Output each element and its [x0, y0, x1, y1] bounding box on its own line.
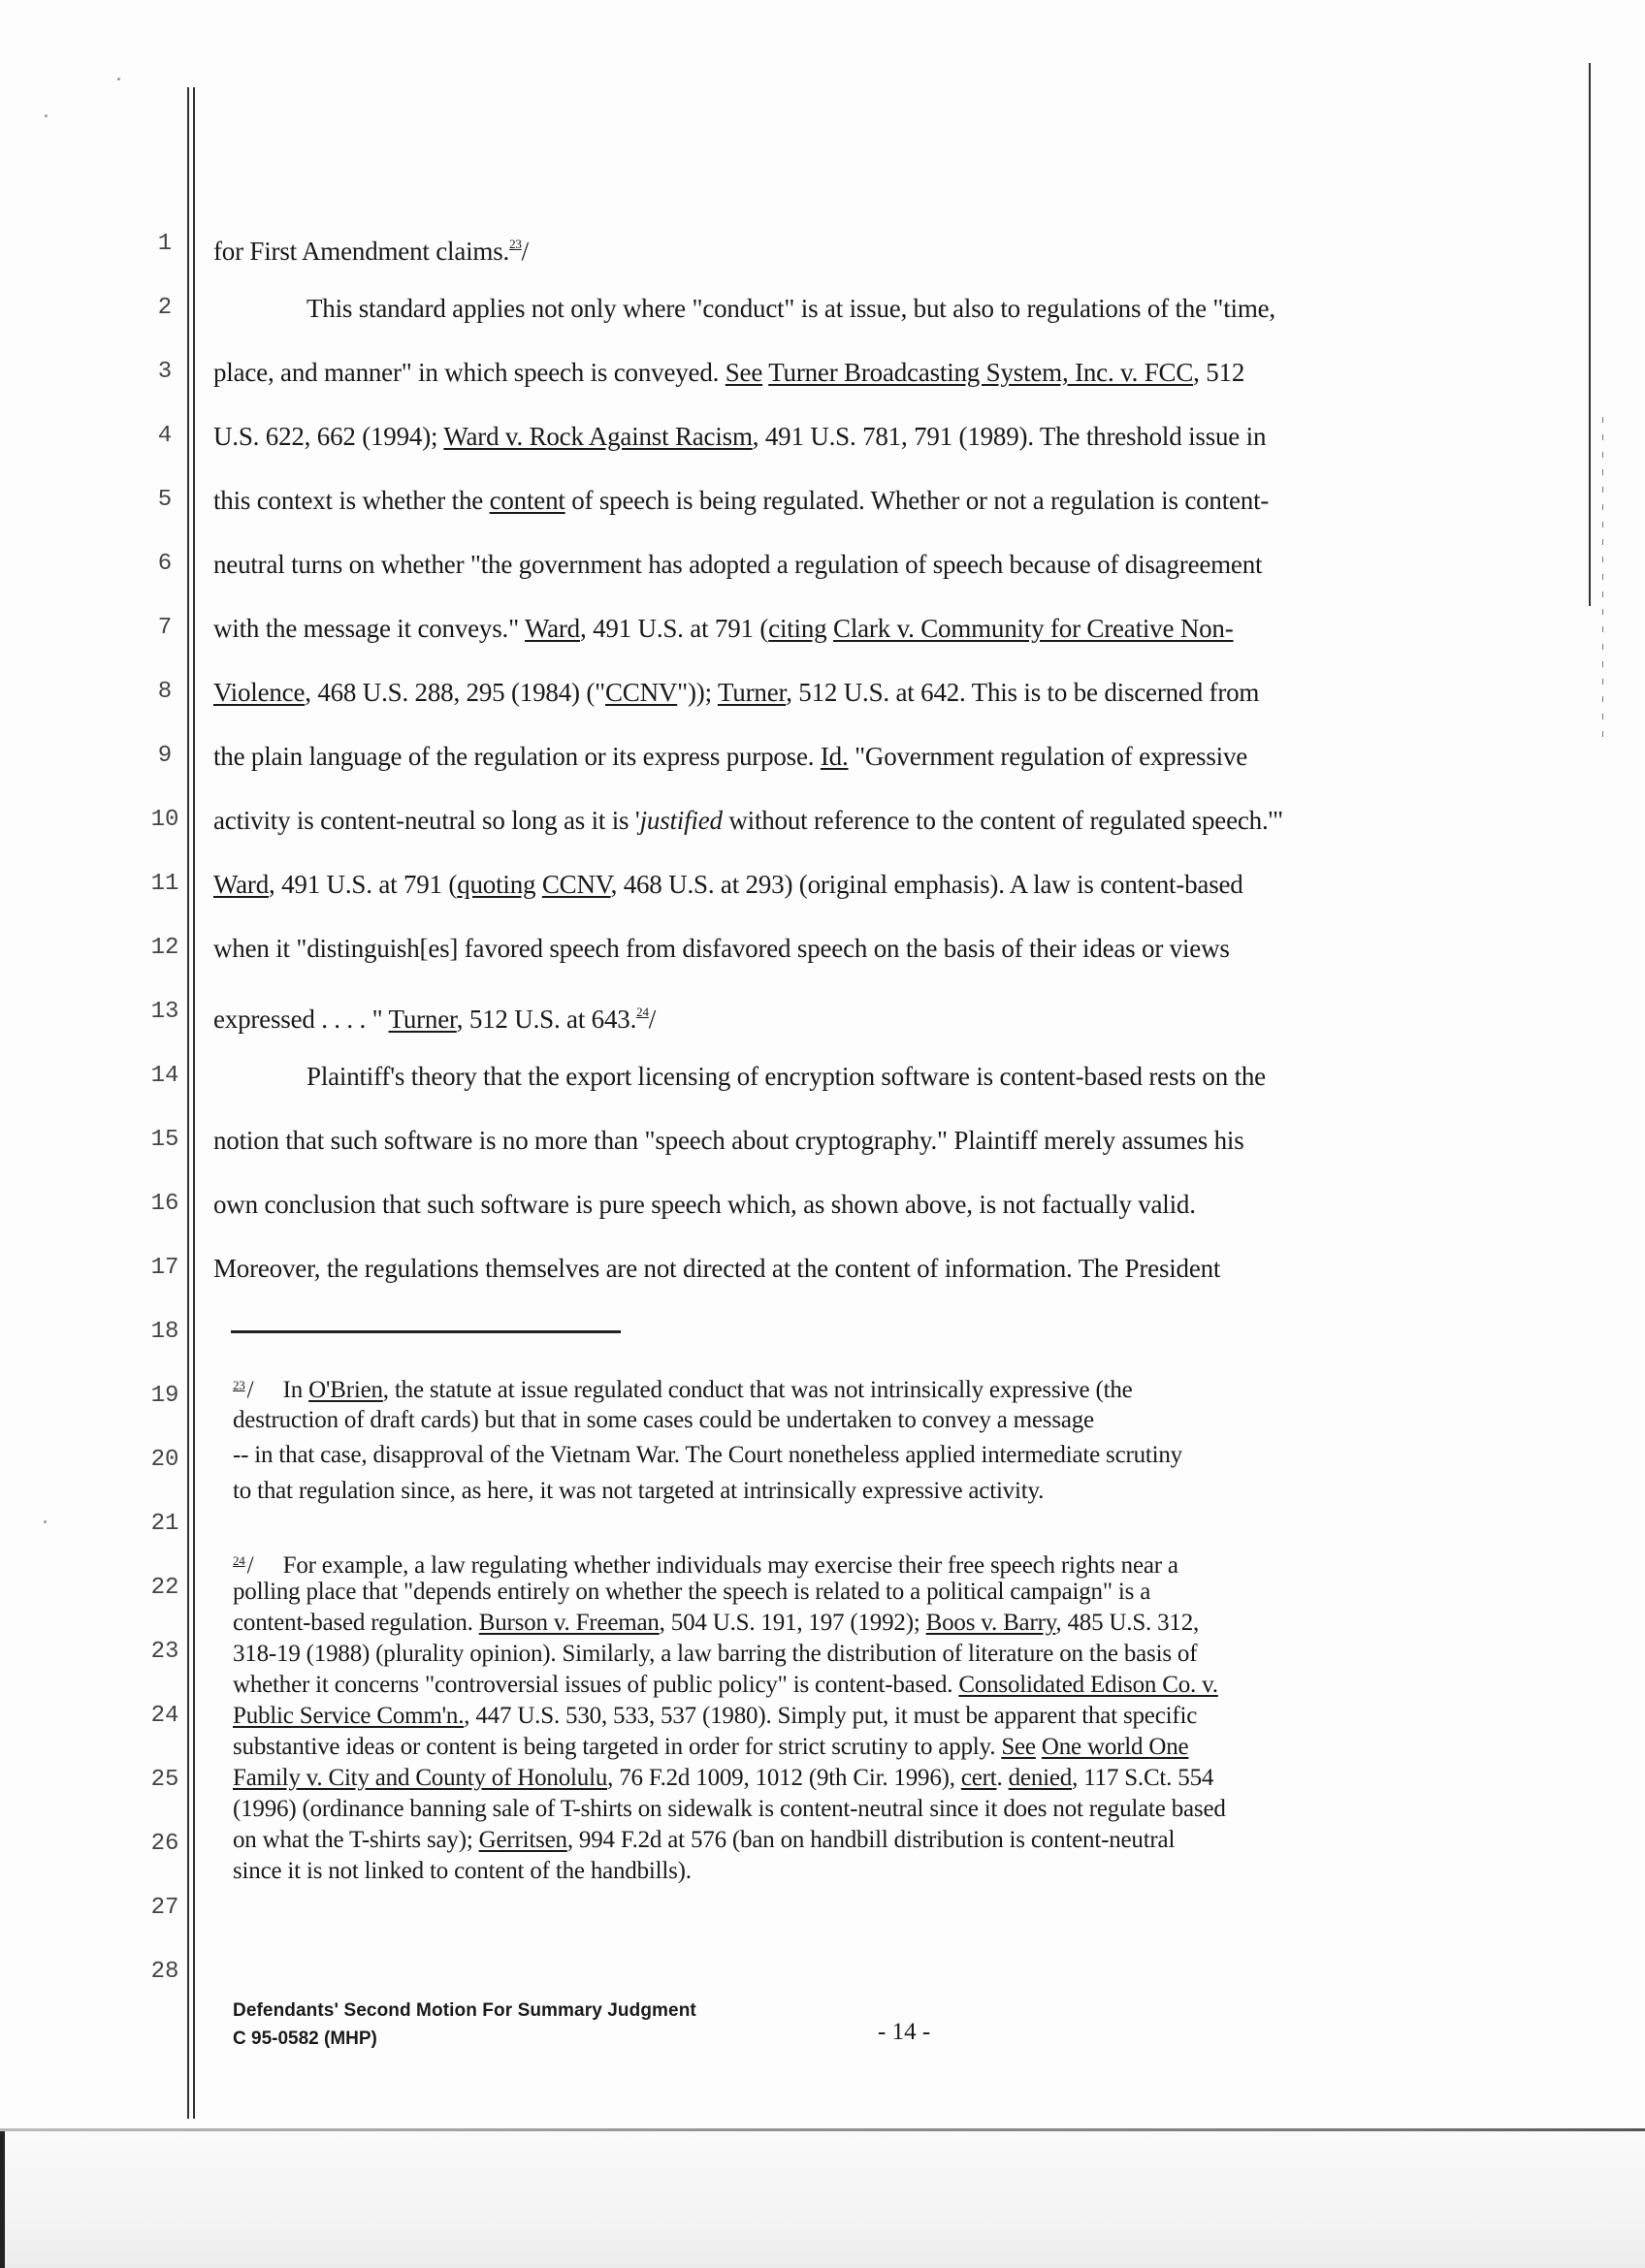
- line-number: 7: [157, 615, 173, 641]
- line-number: 23: [150, 1639, 179, 1665]
- footnote-mark: 23: [233, 1378, 245, 1392]
- scan-bottom-margin: [0, 2131, 1645, 2268]
- body-line-10: activity is content-neutral so long as it is 'justified without reference to the content of regulated speech.'": [213, 806, 1283, 835]
- case-citation: Gerritsen: [478, 1827, 567, 1853]
- case-citation: Public Service Comm'n.: [233, 1703, 465, 1729]
- line-number: 19: [150, 1383, 179, 1409]
- footnote-line: to that regulation since, as here, it was not targeted at intrinsically expressive activity.: [233, 1478, 1045, 1504]
- case-citation: Family v. City and County of Honolulu: [233, 1765, 608, 1791]
- emphasis: justified: [639, 806, 723, 835]
- body-line-6: neutral turns on whether "the government has adopted a regulation of speech because of disagreement: [213, 550, 1263, 579]
- line-number: 27: [150, 1895, 179, 1921]
- signal-quoting: quoting: [457, 870, 536, 899]
- line-number: 28: [150, 1959, 179, 1985]
- body-line-11: Ward, 491 U.S. at 791 (quoting CCNV, 468 U.S. at 293) (original emphasis). A law is content-based: [213, 870, 1243, 899]
- footnote-line: content-based regulation. Burson v. Freeman, 504 U.S. 191, 197 (1992); Boos v. Barry, 485 U.S. 312,: [233, 1610, 1200, 1636]
- left-margin-rule: [187, 87, 189, 2119]
- body-line-9: the plain language of the regulation or its express purpose. Id. "Government regulation of expressive: [213, 742, 1248, 771]
- case-citation: Clark v. Community for Creative Non-: [833, 614, 1234, 643]
- line-number: 9: [157, 743, 173, 769]
- line-number: 20: [150, 1447, 179, 1473]
- footnote-line: Public Service Comm'n., 447 U.S. 530, 533, 537 (1980). Simply put, it must be apparent that specific: [233, 1703, 1198, 1729]
- line-number: 4: [157, 423, 173, 449]
- footnote-line: destruction of draft cards) but that in some cases could be undertaken to convey a message: [233, 1407, 1094, 1433]
- case-citation: Burson v. Freeman: [478, 1610, 660, 1636]
- left-margin-rule: [193, 87, 195, 2119]
- case-citation: CCNV: [604, 678, 678, 707]
- body-line-12: when it "distinguish[es] favored speech from disfavored speech on the basis of their ideas or views: [213, 934, 1230, 963]
- signal-cert: cert: [960, 1765, 997, 1791]
- line-number: 17: [150, 1255, 179, 1281]
- footnote-ref-23[interactable]: 23: [509, 237, 522, 251]
- right-margin-dashed-rule: [1602, 417, 1603, 747]
- line-number: 15: [150, 1127, 179, 1153]
- footnote-line: $^{24}$/ For example, a law regulating whether individuals may exercise their free speech rights near a: [233, 1552, 1178, 1579]
- case-citation: Ward: [524, 614, 580, 643]
- body-line-2: This standard applies not only where "conduct" is at issue, but also to regulations of the "time,: [306, 294, 1275, 323]
- body-line-13: expressed . . . . " Turner, 512 U.S. at 643.24/: [213, 1005, 657, 1034]
- line-number: 26: [150, 1831, 179, 1857]
- case-citation: Consolidated Edison Co. v.: [958, 1672, 1218, 1698]
- scan-left-edge: [0, 2131, 5, 2268]
- footnote-line: (1996) (ordinance banning sale of T-shirts on sidewalk is content-neutral since it does not regulate based: [233, 1796, 1226, 1822]
- line-number: 2: [157, 295, 173, 321]
- footnote-mark: 24: [233, 1553, 245, 1568]
- line-number: 22: [150, 1575, 179, 1601]
- footnote-separator: [231, 1330, 621, 1333]
- body-line-7: with the message it conveys." Ward, 491 U.S. at 791 (citing Clark v. Community for Creative Non-: [213, 614, 1234, 643]
- footnote-line: whether it concerns "controversial issues of public policy" is content-based. Consolidated Edison Co. v.: [233, 1672, 1218, 1698]
- footnote-line: substantive ideas or content is being targeted in order for strict scrutiny to apply. See One world One: [233, 1734, 1189, 1760]
- case-citation: Violence: [213, 678, 306, 707]
- body-line-5: this context is whether the content of speech is being regulated. Whether or not a regulation is content-: [213, 486, 1270, 515]
- line-number: 6: [157, 551, 173, 577]
- signal-denied: denied: [1008, 1765, 1073, 1791]
- case-citation: O'Brien: [308, 1377, 383, 1403]
- line-number: 16: [150, 1191, 179, 1217]
- case-citation: Turner: [717, 678, 787, 707]
- line-number: 24: [150, 1703, 179, 1729]
- footnote-line: polling place that "depends entirely on whether the speech is related to a political campaign" is a: [233, 1579, 1151, 1605]
- body-line-17: Moreover, the regulations themselves are not directed at the content of information. The President: [213, 1254, 1221, 1283]
- line-number: 25: [150, 1767, 179, 1793]
- line-number: 10: [150, 807, 179, 833]
- case-citation: Boos v. Barry: [925, 1610, 1056, 1636]
- footer-case-number: C 95-0582 (MHP): [233, 2028, 377, 2049]
- footnote-line: $^{23}$/ In O'Brien, the statute at issue regulated conduct that was not intrinsically expressive (the: [233, 1377, 1133, 1403]
- body-line-1: for First Amendment claims.$^{23}$/: [213, 237, 529, 266]
- line-number: 13: [150, 999, 179, 1025]
- signal-see: See: [725, 358, 763, 387]
- emphasis: content: [489, 486, 565, 515]
- body-line-16: own conclusion that such software is pure speech which, as shown above, is not factually valid.: [213, 1190, 1196, 1219]
- body-line-3: place, and manner" in which speech is conveyed. See Turner Broadcasting System, Inc. v. FCC, 512: [213, 358, 1245, 387]
- body-line-4: U.S. 622, 662 (1994); Ward v. Rock Against Racism, 491 U.S. 781, 791 (1989). The threshold issue in: [213, 422, 1267, 451]
- body-line-8: Violence, 468 U.S. 288, 295 (1984) ("CCNV")); Turner, 512 U.S. at 642. This is to be discerned from: [213, 678, 1260, 707]
- scan-speck: [44, 1520, 47, 1523]
- signal-citing: citing: [768, 614, 827, 643]
- body-line-14: Plaintiff's theory that the export licensing of encryption software is content-based rests on the: [306, 1062, 1266, 1091]
- case-citation: CCNV: [541, 870, 611, 899]
- signal-id: Id.: [820, 742, 849, 771]
- scan-speck: [45, 114, 48, 117]
- page-number: - 14 -: [878, 2019, 931, 2045]
- case-citation: One world One: [1041, 1734, 1189, 1760]
- case-citation: Ward: [213, 870, 269, 899]
- line-number: 5: [157, 487, 173, 513]
- footnote-ref-24[interactable]: 24: [636, 1005, 649, 1019]
- line-number: 1: [157, 231, 173, 257]
- footnote-line: on what the T-shirts say); Gerritsen, 994 F.2d at 576 (ban on handbill distribution is content-neutral: [233, 1827, 1176, 1853]
- line-number: 14: [150, 1063, 179, 1089]
- line-number: 3: [157, 359, 173, 385]
- scan-speck: [117, 78, 120, 80]
- case-citation: Ward v. Rock Against Racism: [443, 422, 753, 451]
- line-number: 21: [150, 1511, 179, 1537]
- line-number: 11: [150, 871, 179, 897]
- case-citation: Turner Broadcasting System, Inc. v. FCC: [768, 358, 1194, 387]
- footnote-line: Family v. City and County of Honolulu, 76 F.2d 1009, 1012 (9th Cir. 1996), cert. denied, 117 S.Ct. 554: [233, 1765, 1214, 1791]
- body-line-15: notion that such software is no more than "speech about cryptography." Plaintiff merely assumes his: [213, 1126, 1244, 1155]
- line-number: 8: [157, 679, 173, 705]
- line-number: 12: [150, 935, 179, 961]
- footnote-line: since it is not linked to content of the handbills).: [233, 1858, 692, 1884]
- case-citation: Turner: [388, 1005, 457, 1034]
- footer-document-title: Defendants' Second Motion For Summary Judgment: [233, 2000, 696, 2021]
- line-number: 18: [150, 1319, 179, 1345]
- footnote-line: -- in that case, disapproval of the Vietnam War. The Court nonetheless applied intermediate scrutiny: [233, 1442, 1182, 1468]
- right-margin-rule: [1589, 63, 1591, 606]
- scan-edge-line: [0, 2128, 1645, 2131]
- signal-see: See: [1001, 1734, 1036, 1760]
- footnote-line: 318-19 (1988) (plurality opinion). Similarly, a law barring the distribution of literature on the basis of: [233, 1641, 1198, 1667]
